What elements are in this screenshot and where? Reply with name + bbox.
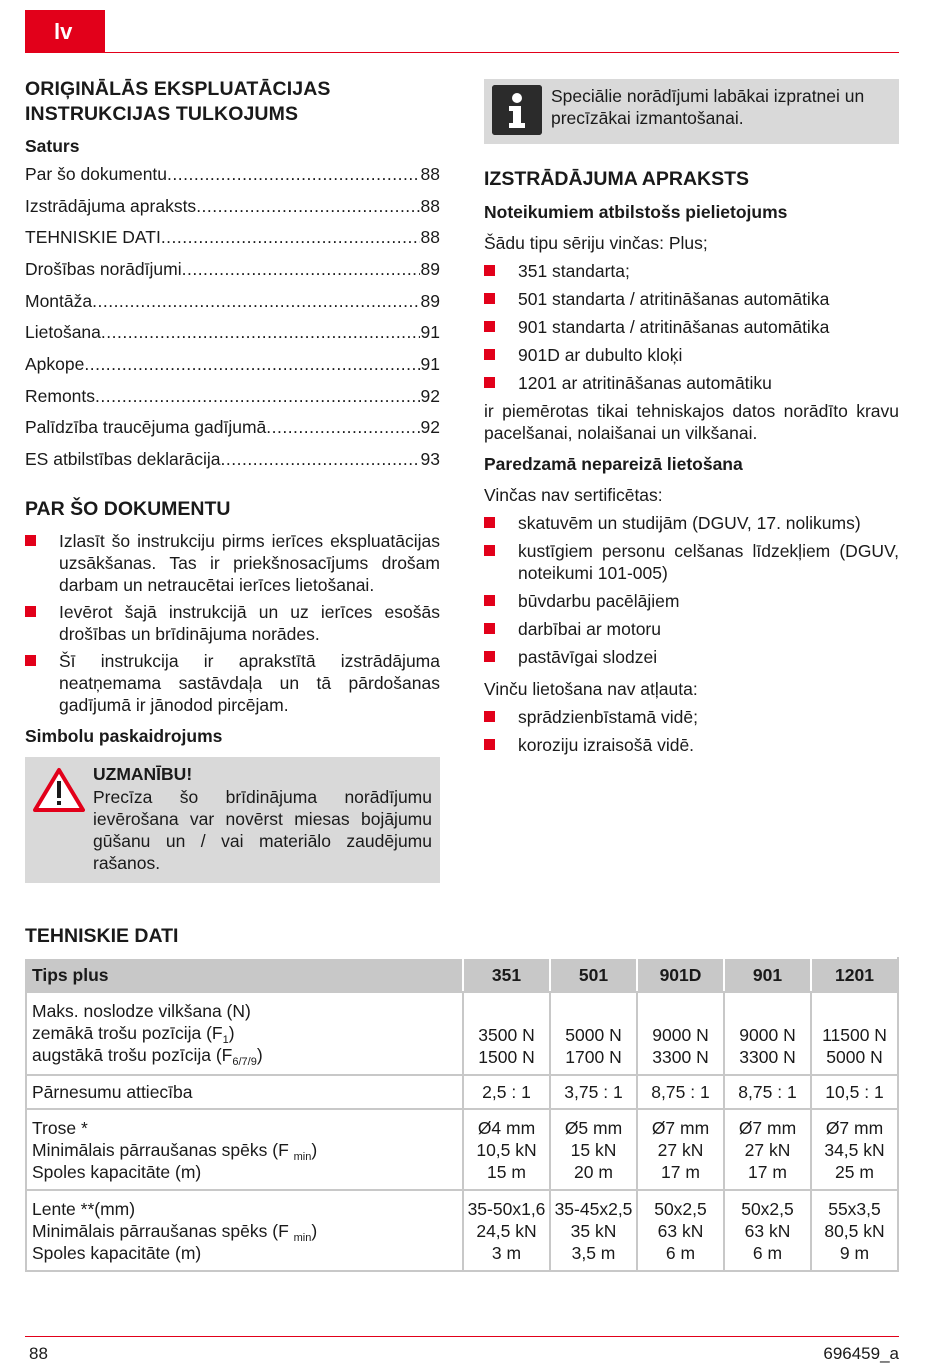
list-item: koroziju izraisošā vidē.: [484, 734, 899, 756]
list-item: Izlasīt šo instrukciju pirms ierīces ekspluatācijas uzsākšanas. Tas ir priekšnosacījums drošam darbam un netraucētai ierīces lietošanai.: [25, 530, 440, 596]
document-title: ORIĢINĀLĀS EKSPLUATĀCIJAS INSTRUKCIJAS TULKOJUMS: [25, 78, 331, 125]
table-header-cell: Tips plus: [26, 958, 463, 992]
tech-data-heading: TEHNISKIE DATI: [25, 925, 179, 947]
table-header-cell: 351: [463, 958, 550, 992]
warning-text: Precīza šo brīdinājuma norādījumu ievērošana var novērst miesas bojājumu gūšanu un / vai materiālo zaudējumu rašanos.: [93, 786, 432, 873]
table-cell: Ø7 mm 27 kN 17 m: [724, 1109, 811, 1190]
forbidden-list: [484, 706, 899, 756]
toc-item[interactable]: Lietošana ..... 91: [25, 316, 440, 348]
table-cell: 35-45x2,5 35 kN 3,5 m: [550, 1190, 637, 1271]
list-item: kustīgiem personu celšanas līdzekļiem (DGUV, noteikumi 101-005): [484, 540, 899, 584]
table-cell: Ø7 mm 34,5 kN 25 m: [811, 1109, 898, 1190]
list-item: sprādzienbīstamā vidē;: [484, 706, 899, 728]
table-header-row: [26, 958, 898, 992]
about-heading: PAR ŠO DOKUMENTU: [25, 497, 231, 520]
table-cell: Ø5 mm 15 kN 20 m: [550, 1109, 637, 1190]
intended-outro: ir piemērotas tikai tehniskajos datos norādīto kravu pacelšanai, nolaišanai un vilkšanai.: [484, 401, 899, 443]
table-header-cell: 501: [550, 958, 637, 992]
warning-triangle-icon: [33, 767, 85, 818]
table-cell: 50x2,5 63 kN 6 m: [637, 1190, 724, 1271]
table-cell: 5000 N 1700 N: [550, 992, 637, 1075]
right-column: [484, 79, 899, 756]
list-item: darbībai ar motoru: [484, 618, 899, 640]
row-label: Pārnesumu attiecība: [26, 1075, 463, 1109]
list-item: 351 standarta;: [484, 260, 899, 282]
table-header-cell: 901: [724, 958, 811, 992]
table-header-cell: 1201: [811, 958, 898, 992]
list-item: 901 standarta / atritināšanas automātika: [484, 316, 899, 338]
intended-intro: Šādu tipu sēriju vinčas: Plus;: [484, 233, 708, 253]
list-item: Ievērot šajā instrukcijā un uz ierīces esošās drošības un brīdinājuma norādes.: [25, 601, 440, 645]
list-item: 501 standarta / atritināšanas automātika: [484, 288, 899, 310]
language-tab: lv: [25, 10, 105, 53]
misuse-list: [484, 512, 899, 668]
intended-use-heading: Noteikumiem atbilstošs pielietojums: [484, 202, 788, 222]
table-header-cell: 901D: [637, 958, 724, 992]
table-cell: 9000 N 3300 N: [637, 992, 724, 1075]
toc-item[interactable]: Remonts ..... 92: [25, 380, 440, 412]
toc-item[interactable]: Montāža ..... 89: [25, 285, 440, 317]
list-item: būvdarbu pacēlājiem: [484, 590, 899, 612]
intended-list: [484, 260, 899, 394]
table-cell: 8,75 : 1: [637, 1075, 724, 1109]
list-item: Šī instrukcija ir aprakstītā izstrādājuma neatņemama sastāvdaļa un tā pārdošanas gadījumā ir jānodod pircējam.: [25, 650, 440, 716]
table-cell: 55x3,5 80,5 kN 9 m: [811, 1190, 898, 1271]
table-cell: 50x2,5 63 kN 6 m: [724, 1190, 811, 1271]
table-of-contents: [25, 158, 440, 475]
table-cell: 35-50x1,6 24,5 kN 3 m: [463, 1190, 550, 1271]
page-number: 88: [29, 1344, 48, 1363]
table-cell: 3500 N 1500 N: [463, 992, 550, 1075]
warning-title: UZMANĪBU!: [93, 763, 193, 784]
symbols-heading: Simbolu paskaidrojums: [25, 725, 223, 746]
list-item: pastāvīgai slodzei: [484, 646, 899, 668]
row-label: Maks. noslodze vilkšana (N) zemākā trošu pozīcija $(F_1)$ augstākā trošu pozīcija $(F_{6/7/9})$: [26, 992, 463, 1075]
tech-data-table: [25, 957, 899, 1272]
table-row: [26, 1190, 898, 1271]
list-item: 901D ar dubulto kloķi: [484, 344, 899, 366]
table-cell: 3,75 : 1: [550, 1075, 637, 1109]
table-cell: 9000 N 3300 N: [724, 992, 811, 1075]
info-text: Speciālie norādījumi labākai izpratnei un precīzākai izmantošanai.: [551, 86, 865, 128]
warning-box: [25, 757, 440, 883]
table-cell: Ø4 mm 10,5 kN 15 m: [463, 1109, 550, 1190]
table-row: [26, 1109, 898, 1190]
toc-item[interactable]: Apkope ..... 91: [25, 348, 440, 380]
table-cell: 11500 N 5000 N: [811, 992, 898, 1075]
info-box: [484, 79, 899, 144]
header-divider: [105, 52, 899, 53]
toc-item[interactable]: Izstrādājuma apraksts ..... 88: [25, 190, 440, 222]
product-heading: IZSTRĀDĀJUMA APRAKSTS: [484, 168, 750, 190]
row-label: Lente **(mm) Minimālais pārraušanas spēks (F $_{min}$) Spoles kapacitāte (m): [26, 1190, 463, 1271]
toc-item[interactable]: Palīdzība traucējuma gadījumā ..... 92: [25, 412, 440, 444]
misuse-intro: Vinčas nav sertificētas:: [484, 485, 663, 505]
table-cell: 10,5 : 1: [811, 1075, 898, 1109]
toc-item[interactable]: Par šo dokumentu ..... 88: [25, 158, 440, 190]
table-cell: 2,5 : 1: [463, 1075, 550, 1109]
forbidden-intro: Vinču lietošana nav atļauta:: [484, 679, 698, 699]
info-icon: [492, 85, 542, 135]
row-label: Trose * Minimālais pārraušanas spēks (F $_{min}$) Spoles kapacitāte (m): [26, 1109, 463, 1190]
table-row: [26, 1075, 898, 1109]
table-row: [26, 992, 898, 1075]
toc-item[interactable]: ES atbilstības deklarācija ..... 93: [25, 443, 440, 475]
list-item: skatuvēm un studijām (DGUV, 17. nolikums): [484, 512, 899, 534]
document-id: 696459_a: [823, 1344, 899, 1363]
misuse-heading: Paredzamā nepareizā lietošana: [484, 454, 743, 474]
footer-divider: [25, 1336, 899, 1337]
table-cell: Ø7 mm 27 kN 17 m: [637, 1109, 724, 1190]
toc-item[interactable]: TEHNISKIE DATI ..... 88: [25, 221, 440, 253]
list-item: 1201 ar atritināšanas automātiku: [484, 372, 899, 394]
left-column: [25, 77, 440, 883]
toc-item[interactable]: Drošības norādījumi ..... 89: [25, 253, 440, 285]
table-cell: 8,75 : 1: [724, 1075, 811, 1109]
contents-heading: Saturs: [25, 136, 80, 156]
about-list: [25, 530, 440, 716]
